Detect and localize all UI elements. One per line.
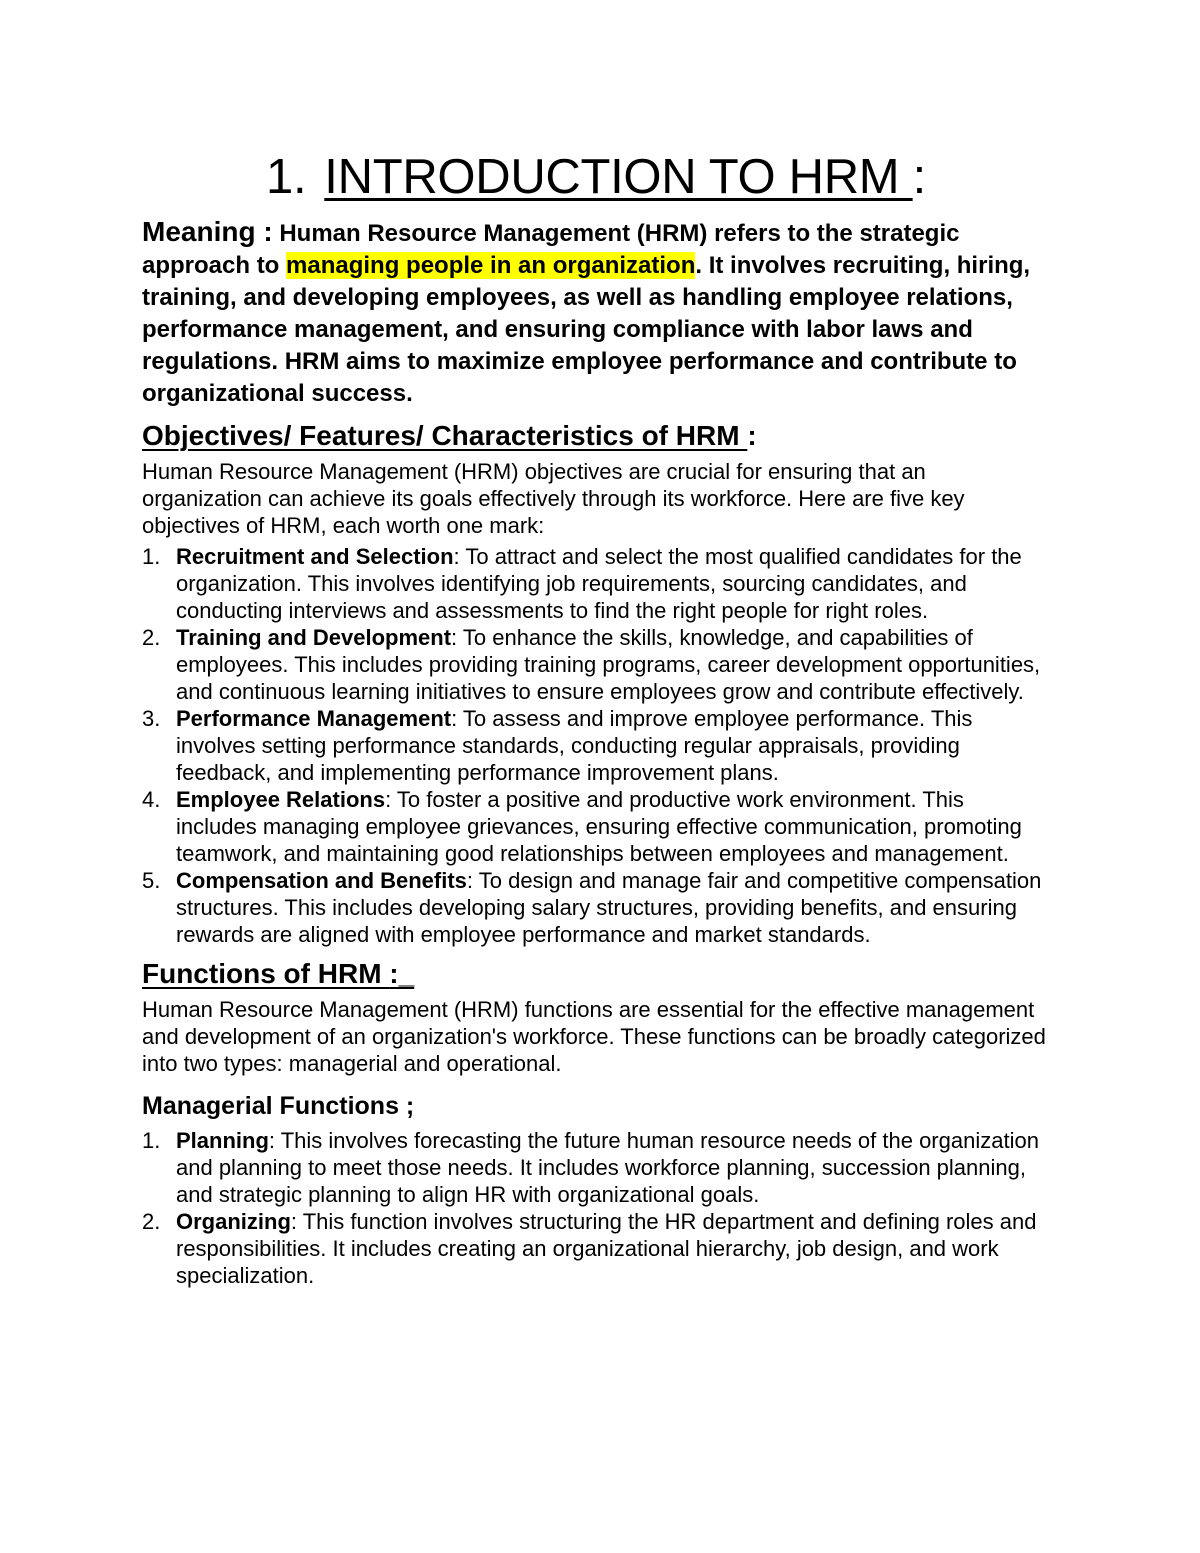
list-item-desc: : To assess and improve employee performance. This involves setting performance standards, conducting regular appraisals, providing feedback, and implementing performance improvement plans. (176, 706, 973, 785)
list-item-desc: : To foster a positive and productive work environment. This includes managing employee grievances, ensuring effective communication, promoting teamwork, and maintaining good relationships between employees and management. (176, 787, 1022, 866)
list-item-number: 1. (142, 1128, 161, 1153)
objectives-heading-suffix: : (747, 420, 757, 451)
objectives-intro: Human Resource Management (HRM) objectives are crucial for ensuring that an organization can achieve its goals effectively through its workforce. Here are five key objectives of HRM, each worth one mark: (142, 459, 965, 538)
list-item-number: 1. (142, 544, 161, 569)
list-item-term: Compensation and Benefits (176, 868, 467, 893)
title-suffix: : (912, 150, 926, 204)
functions-heading (142, 956, 1050, 992)
list-item-desc: : This involves forecasting the future human resource needs of the organization and planning to meet those needs. It includes workforce planning, succession planning, and strategic planning to align HR with organizational goals. (176, 1128, 1039, 1207)
objectives-list (142, 543, 1050, 948)
page-title (142, 0, 1050, 206)
list-item (142, 786, 1050, 867)
objectives-heading (142, 418, 1050, 454)
list-item-term: Planning (176, 1128, 269, 1153)
list-item (142, 1208, 1050, 1289)
functions-heading-text: Functions of HRM (142, 958, 390, 989)
title-text: INTRODUCTION TO HRM (324, 150, 913, 204)
list-item-term: Employee Relations (176, 787, 386, 812)
list-item-term: Performance Management (176, 706, 452, 731)
title-number: 1. (266, 150, 307, 204)
list-item-number: 3. (142, 706, 161, 731)
list-item (142, 705, 1050, 786)
meaning-paragraph (142, 216, 1050, 410)
list-item (142, 1127, 1050, 1208)
functions-intro: Human Resource Management (HRM) functions are essential for the effective management and development of an organization's workforce. These functions can be broadly categorized into two types: managerial and operational. (142, 997, 1046, 1076)
list-item-number: 2. (142, 1209, 161, 1234)
list-item-desc: : To attract and select the most qualified candidates for the organization. This involves identifying job requirements, sourcing candidates, and conducting interviews and assessments to find the right people for right roles. (176, 544, 1022, 623)
list-item (142, 543, 1050, 624)
meaning-text-before: Human Resource Management (HRM) refers to the strategic approach to (142, 220, 960, 279)
functions-heading-suffix: :_ (389, 958, 415, 989)
list-item-desc: : This function involves structuring the HR department and defining roles and responsibilities. It includes creating an organizational hierarchy, job design, and work specialization. (176, 1209, 1037, 1288)
highlighted-text: managing people in an organization (286, 252, 696, 279)
list-item (142, 624, 1050, 705)
list-item-number: 5. (142, 868, 161, 893)
list-item-term: Training and Development (176, 625, 452, 650)
meaning-text-after: . It involves recruiting, hiring, training, and developing employees, as well as handling employee relations, performance management, and ensuring compliance with labor laws and regulations. HRM aims to maximize employee performance and contribute to organizational success. (142, 252, 1031, 407)
list-item-desc: : To design and manage fair and competitive compensation structures. This includes developing salary structures, providing benefits, and ensuring rewards are aligned with employee performance and market standards. (176, 868, 1042, 947)
list-item (142, 867, 1050, 948)
list-item-number: 2. (142, 625, 161, 650)
list-item-number: 4. (142, 787, 161, 812)
managerial-functions-list (142, 1127, 1050, 1289)
list-item-term: Recruitment and Selection (176, 544, 454, 569)
objectives-heading-text: Objectives/ Features/ Characteristics of HRM (142, 420, 748, 451)
list-item-desc: : To enhance the skills, knowledge, and capabilities of employees. This includes providing training programs, career development opportunities, and continuous learning initiatives to ensure employees grow and contribute effectively. (176, 625, 1041, 704)
list-item-term: Organizing (176, 1209, 291, 1234)
meaning-label: Meaning : (142, 216, 273, 247)
managerial-functions-heading: Managerial Functions ; (142, 1092, 415, 1120)
